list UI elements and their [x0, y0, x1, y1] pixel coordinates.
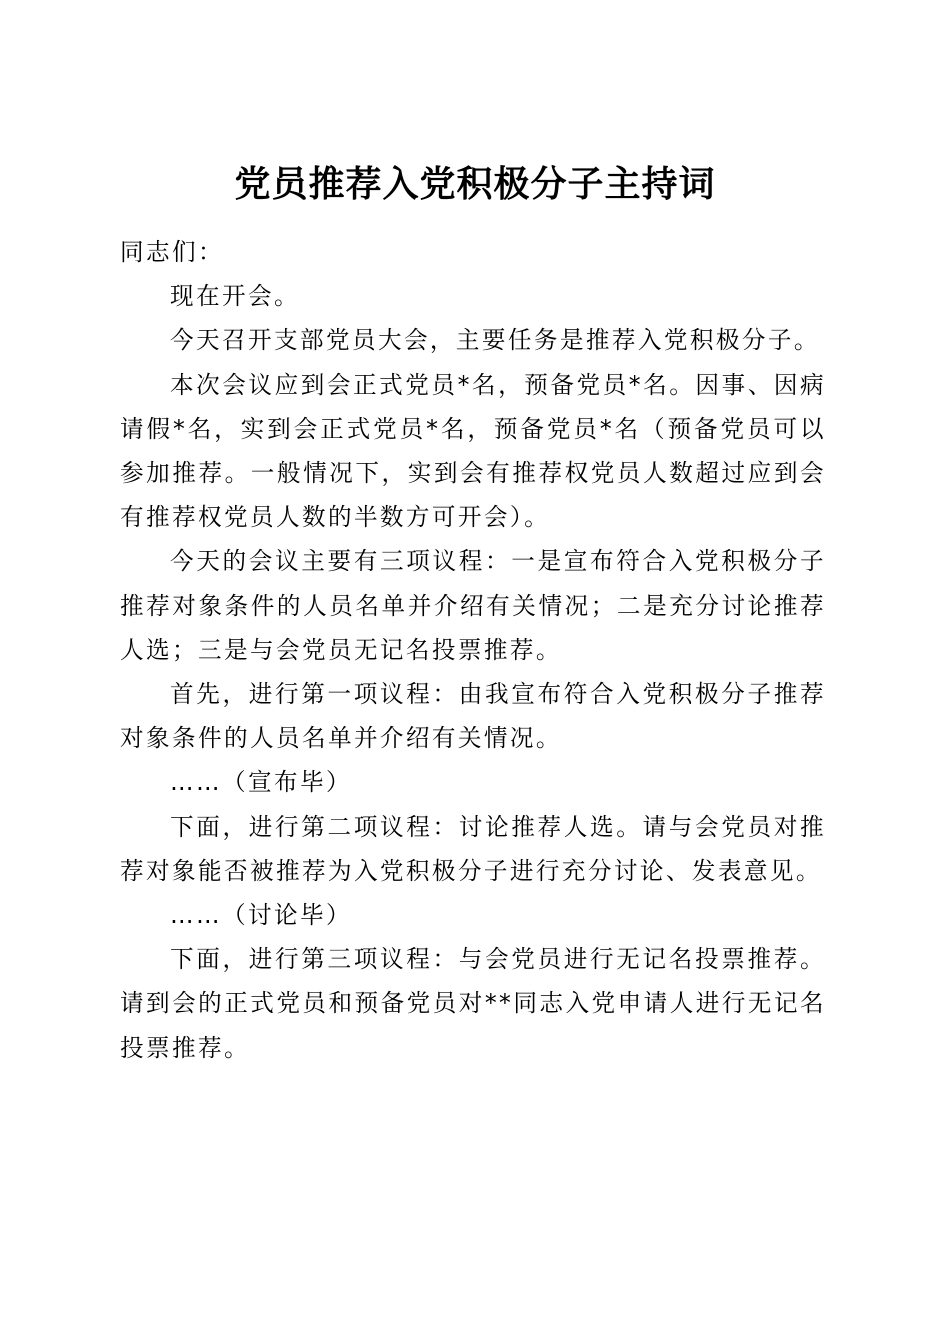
paragraph-attendance: 本次会议应到会正式党员*名，预备党员*名。因事、因病请假*名，实到会正式党员*名，预备党员*名（预备党员可以参加推荐。一般情况下，实到会有推荐权党员人数超过应到会有推荐权党员人数的半数方可开会）。: [120, 370, 826, 532]
paragraph-agenda-item-2: 下面，进行第二项议程：讨论推荐人选。请与会党员对推荐对象能否被推荐为入党积极分子进行充分讨论、发表意见。: [120, 812, 826, 885]
paragraph-opening: 现在开会。: [170, 282, 300, 311]
document-title: 党员推荐入党积极分子主持词: [234, 163, 716, 206]
paragraph-agenda-item-3: 下面，进行第三项议程：与会党员进行无记名投票推荐。请到会的正式党员和预备党员对**同志入党申请人进行无记名投票推荐。: [120, 945, 826, 1062]
salutation: 同志们：: [120, 238, 224, 266]
document-body: [120, 230, 826, 1070]
paragraph-discussion-done: ……（讨论毕）: [170, 901, 352, 930]
paragraph-purpose: 今天召开支部党员大会，主要任务是推荐入党积极分子。: [170, 326, 820, 355]
paragraph-agenda: 今天的会议主要有三项议程：一是宣布符合入党积极分子推荐对象条件的人员名单并介绍有关情况；二是充分讨论推荐人选；三是与会党员无记名投票推荐。: [120, 547, 826, 664]
paragraph-agenda-item-1: 首先，进行第一项议程：由我宣布符合入党积极分子推荐对象条件的人员名单并介绍有关情况。: [120, 680, 826, 753]
paragraph-announce-done: ……（宣布毕）: [170, 768, 352, 797]
